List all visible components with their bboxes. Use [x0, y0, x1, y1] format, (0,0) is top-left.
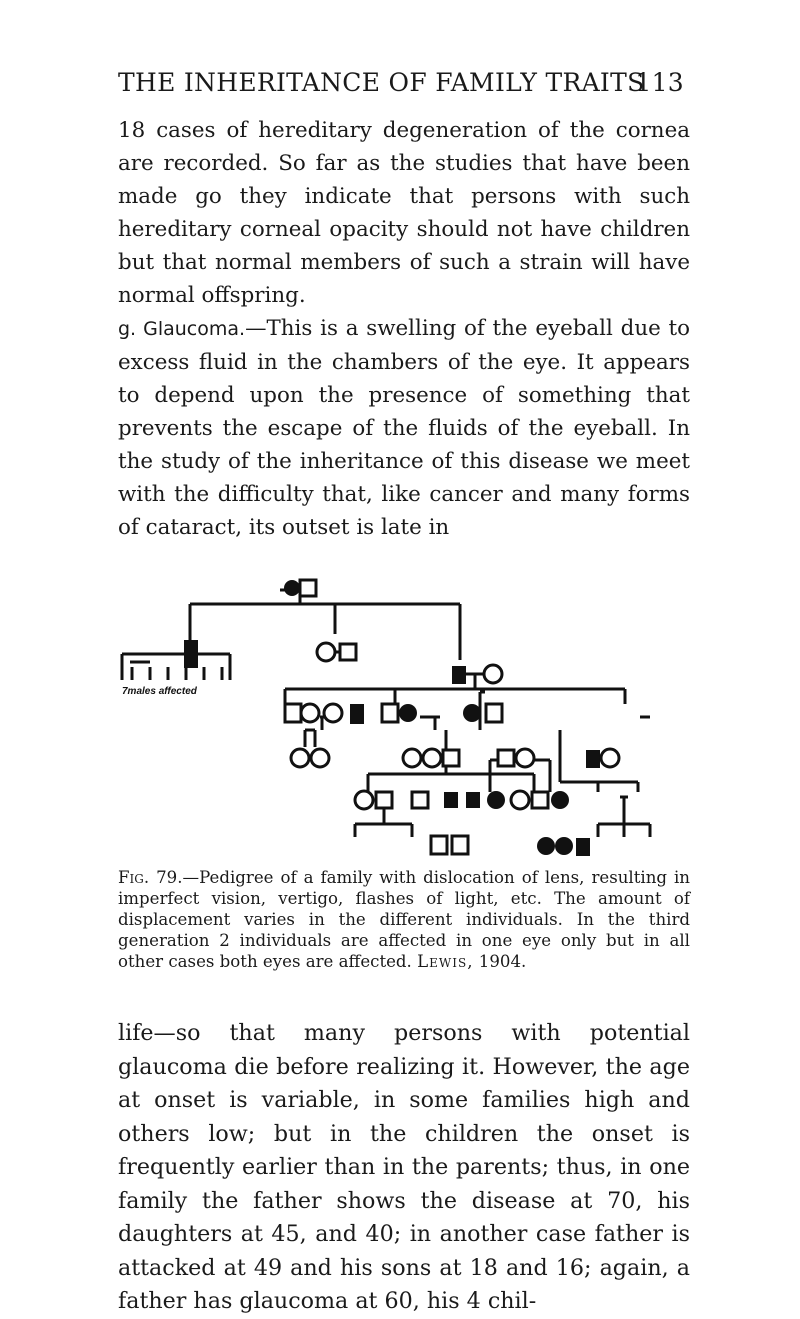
seven-males-group	[132, 667, 222, 680]
section-label-glaucoma: g. Glaucoma.	[118, 318, 246, 340]
pedigree-affected-female	[399, 704, 417, 722]
paragraph-glaucoma	[118, 316, 690, 540]
pedigree-unaffected-male	[486, 704, 502, 722]
pedigree-affected-male	[586, 750, 600, 768]
pedigree-affected-male-left	[184, 640, 198, 668]
pedigree-figure	[122, 562, 670, 867]
pedigree-unaffected-male	[443, 750, 459, 766]
pedigree-chart	[122, 562, 670, 867]
pedigree-affected-female	[537, 837, 555, 855]
pedigree-unaffected-female	[511, 791, 529, 809]
pedigree-unaffected-female	[355, 791, 373, 809]
pedigree-unaffected-male	[498, 750, 514, 766]
pedigree-unaffected-female	[324, 704, 342, 722]
chapter-title: THE INHERITANCE OF FAMILY TRAITS	[118, 68, 645, 97]
pedigree-affected-female	[487, 791, 505, 809]
caption-year: 1904.	[478, 952, 527, 971]
caption-author: Lewis,	[417, 952, 474, 971]
pedigree-unaffected-female	[301, 704, 319, 722]
pedigree-affected-male	[576, 838, 590, 856]
body-text-bottom	[118, 1017, 690, 1319]
pedigree-unaffected-male	[376, 792, 392, 808]
pedigree-unaffected-female	[311, 749, 329, 767]
paragraph-glaucoma-continued: life—so that many persons with potential glaucoma die before realizing it. However, the age at onset is variable, in some families high and others low; but in the children the onset is frequently earlier than in the parents; thus, in one family the father shows the disease at 70, his daughters at 45, and 40; in another case father is attacked at 49 and his sons at 18 and 16; again, a father has glaucoma at 60, his 4 chil-	[118, 1020, 690, 1314]
page-number: 113	[635, 68, 684, 97]
pedigree-affected-male	[452, 666, 466, 684]
pedigree-affected-female	[463, 704, 481, 722]
pedigree-unaffected-female	[291, 749, 309, 767]
pedigree-unaffected-male	[340, 644, 356, 660]
paragraph-glaucoma-text: —This is a swelling of the eyeball due to excess fluid in the chambers of the eye. It appears to depend upon the presence of something that prevents the escape of the fluids of the eyeball. In the study of the inheritance of this disease we meet with the difficulty that, like cancer and many forms of cataract, its outset is late in	[118, 316, 691, 540]
pedigree-unaffected-female	[403, 749, 421, 767]
figure-caption	[118, 867, 690, 972]
figure-caption-text: —Pedigree of a family with dislocation of lens, resulting in imperfect vision, vertigo, flashes of light, etc. The amount of displacement varies in the different individuals. In the third generation 2 individuals are affected in one eye only but in all other cases both eyes are affected.	[118, 868, 690, 971]
pedigree-unaffected-female	[601, 749, 619, 767]
pedigree-affected-female	[284, 580, 300, 596]
pedigree-unaffected-female	[317, 643, 335, 661]
pedigree-unaffected-male	[452, 836, 468, 854]
pedigree-affected-female	[555, 837, 573, 855]
seven-males-affected-label: 7males affected	[122, 686, 197, 697]
pedigree-unaffected-male	[382, 704, 398, 722]
pedigree-unaffected-male	[285, 704, 301, 722]
pedigree-affected-male	[350, 704, 364, 724]
body-text-top	[118, 114, 690, 544]
pedigree-unaffected-male	[412, 792, 428, 808]
pedigree-unaffected-female	[423, 749, 441, 767]
pedigree-affected-female	[551, 791, 569, 809]
paragraph-cornea: 18 cases of hereditary degeneration of the cornea are recorded. So far as the studies that have been made go they indicate that persons with such hereditary corneal opacity should not have children but that normal members of such a strain will have normal offspring.	[118, 118, 690, 308]
pedigree-unaffected-male	[431, 836, 447, 854]
pedigree-unaffected-male	[300, 580, 316, 596]
figure-label: Fig. 79.	[118, 868, 183, 887]
pedigree-affected-male	[466, 792, 480, 808]
pedigree-affected-male	[444, 792, 458, 808]
pedigree-unaffected-male	[532, 792, 548, 808]
pedigree-unaffected-female	[516, 749, 534, 767]
pedigree-unaffected-female	[484, 665, 502, 683]
